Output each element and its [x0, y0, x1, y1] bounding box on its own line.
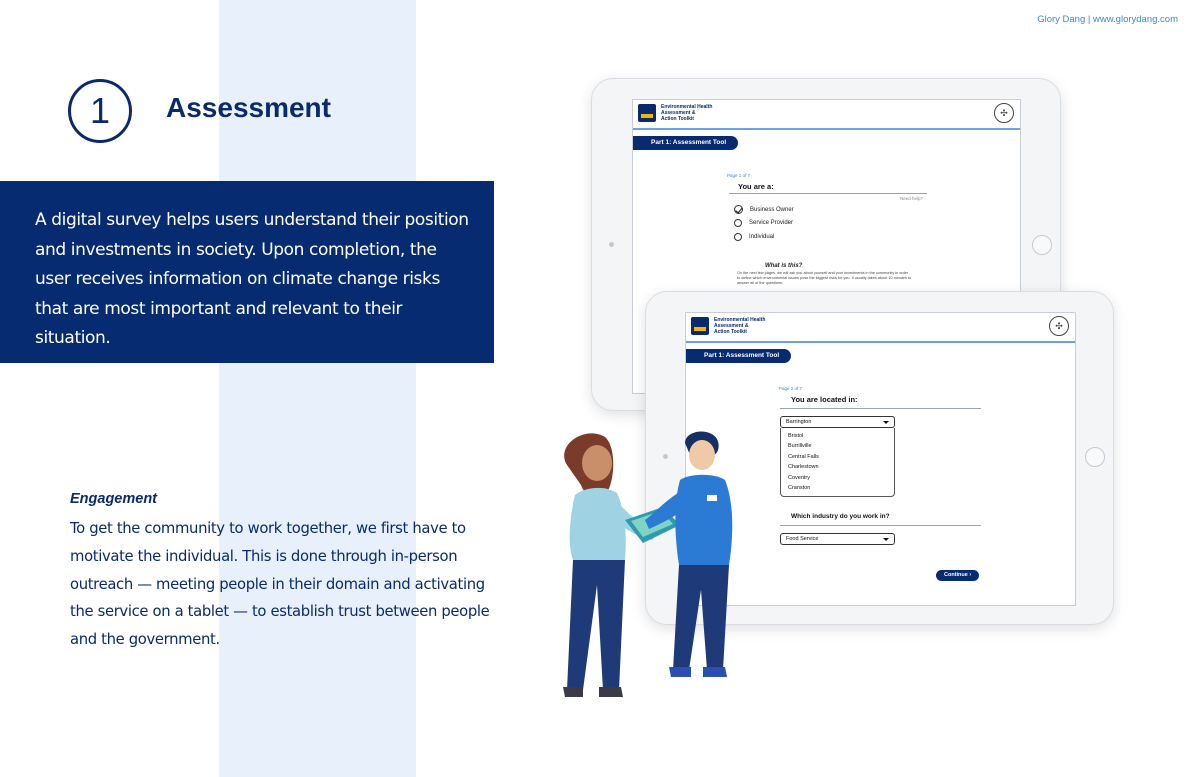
page-indicator: Page 2 of 7: [779, 386, 803, 391]
location-select[interactable]: Barrington: [780, 416, 895, 428]
checked-radio-icon: [734, 205, 743, 214]
list-item[interactable]: Bristol: [788, 433, 804, 439]
continue-button[interactable]: Continue ›: [936, 570, 979, 581]
page-indicator: Page 1 of 7: [727, 173, 751, 178]
engagement-heading: Engagement: [70, 491, 158, 507]
info-text: On the next few pages, we will ask you about yourself and your investments in the community in order to define which environmental issues pose the biggest risks for you. It usually takes about 10 minutes to answer all of the questions.: [737, 271, 912, 285]
intro-panel: [0, 181, 494, 363]
home-button: [1085, 447, 1105, 467]
engagement-text: To get the community to work together, we first have to motivate the individual. This is done through in-person outreach — meeting people in their domain and activating the service on a tablet — to establish trust between people and the government.: [70, 520, 490, 649]
app-logo: [638, 104, 656, 122]
question-label: You are a:: [738, 182, 774, 191]
location-options-list[interactable]: [780, 428, 895, 497]
divider: [729, 193, 927, 194]
woman-figure: [563, 433, 655, 697]
industry-question-label: Which industry do you work in?: [791, 513, 890, 520]
tab-assessment-tool[interactable]: Part 1: Assessment Tool: [633, 136, 738, 150]
app-header: [686, 313, 1075, 343]
list-item[interactable]: Charlestown: [788, 464, 819, 471]
help-link[interactable]: Need help?: [900, 196, 924, 201]
intro-text: A digital survey helps users understand their position and investments in society. Upon completion, the user receives information on climate change risks that are most important and relevant to their situation.: [35, 210, 469, 348]
app-header: [633, 100, 1020, 130]
divider: [780, 525, 981, 526]
radio-icon: [734, 219, 742, 227]
author-credit: Glory Dang | www.glorydang.com: [1037, 14, 1178, 25]
option-service-provider[interactable]: Service Provider: [734, 219, 793, 227]
tablet-camera: [609, 242, 614, 247]
chevron-down-icon: [883, 538, 889, 541]
app-brand: Environmental Health Assessment & Action Toolkit: [661, 104, 713, 122]
industry-select[interactable]: Food Service: [780, 533, 895, 545]
state-seal-icon: ✣: [994, 103, 1014, 123]
option-business-owner[interactable]: Business Owner: [734, 205, 794, 214]
people-illustration: [545, 425, 745, 710]
list-item[interactable]: Coventry: [788, 474, 811, 481]
man-figure: [645, 431, 732, 677]
page-title: Assessment: [166, 92, 331, 123]
chevron-down-icon: [883, 421, 889, 424]
state-seal-icon: ✣: [1049, 316, 1069, 336]
app-logo: [691, 317, 709, 335]
list-item[interactable]: Burrillville: [788, 443, 812, 450]
question-label: You are located in:: [791, 395, 858, 404]
radio-icon: [734, 233, 742, 241]
app-brand: Environmental Health Assessment & Action Toolkit: [714, 317, 766, 335]
info-heading: What is this?: [765, 263, 803, 269]
divider: [780, 408, 981, 409]
tab-assessment-tool[interactable]: Part 1: Assessment Tool: [686, 349, 791, 363]
option-individual[interactable]: Individual: [734, 233, 774, 241]
list-item[interactable]: Cranston: [788, 485, 811, 492]
home-button: [1032, 235, 1052, 255]
list-item[interactable]: Central Falls: [788, 453, 819, 460]
step-number-badge: 1: [68, 79, 132, 143]
